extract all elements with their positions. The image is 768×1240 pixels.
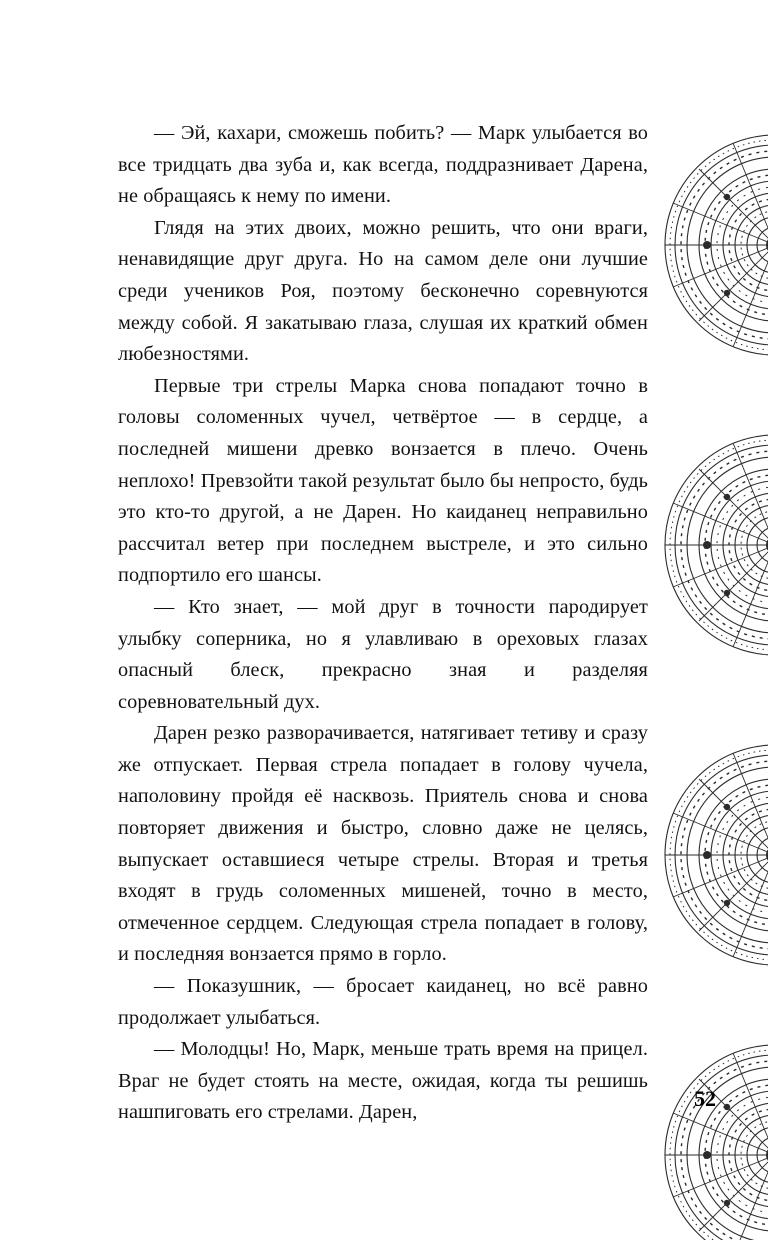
mandala-ornament-icon [660, 130, 768, 360]
mandala-ornament-icon [660, 430, 768, 660]
mandala-ornament-icon [660, 740, 768, 970]
paragraph: — Молодцы! Но, Марк, меньше трать время на прицел. Враг не будет стоять на месте, ожидая, когда ты решишь нашпиговать его стрелами. Дарен, [118, 1038, 648, 1124]
body-text-column [118, 118, 648, 1129]
paragraph: Первые три стрелы Марка снова попадают точно в головы соломенных чучел, четвёртое — в сердце, а последней мишени древко вонзается в плечо. Очень неплохо! Превзойти такой результат было бы непросто, будь это кто-то другой, а не Дарен. Но каиданец неправильно рассчитал ветер при последнем выстреле, и это сильно подпортило его шансы. [118, 374, 648, 587]
paragraph: Дарен резко разворачивается, натягивает тетиву и сразу же отпускает. Первая стрела попадает в голову чучела, наполовину пройдя её насквозь. Приятель снова и снова повторяет движения и быстро, словно даже не целясь, выпускает оставшиеся четыре стрелы. Вторая и третья входят в грудь соломенных мишеней, точно в место, отмеченное сердцем. Следующая стрела попадает в голову, и последняя вонзается прямо в горло. [118, 722, 648, 966]
ornament-strip [648, 0, 768, 1240]
mandala-ornament-icon [660, 1040, 768, 1240]
paragraph: Глядя на этих двоих, можно решить, что они враги, ненавидящие друг друга. Но на самом деле они лучшие среди учеников Роя, поэтому бесконечно соревнуются между собой. Я закатываю глаза, слушая их краткий обмен любезностями. [118, 216, 648, 366]
paragraph: — Кто знает, — мой друг в точности пародирует улыбку соперника, но я улавливаю в ореховых глазах опасный блеск, прекрасно зная и разделяя соревновательный дух. [118, 595, 648, 713]
paragraph: — Показушник, — бросает каиданец, но всё равно продолжает улыбаться. [118, 975, 648, 1029]
page-number: 52 [694, 1086, 716, 1111]
paragraph: — Эй, кахари, сможешь побить? — Марк улыбается во все тридцать два зуба и, как всегда, поддразнивает Дарена, не обращаясь к нему по имени. [118, 122, 648, 208]
